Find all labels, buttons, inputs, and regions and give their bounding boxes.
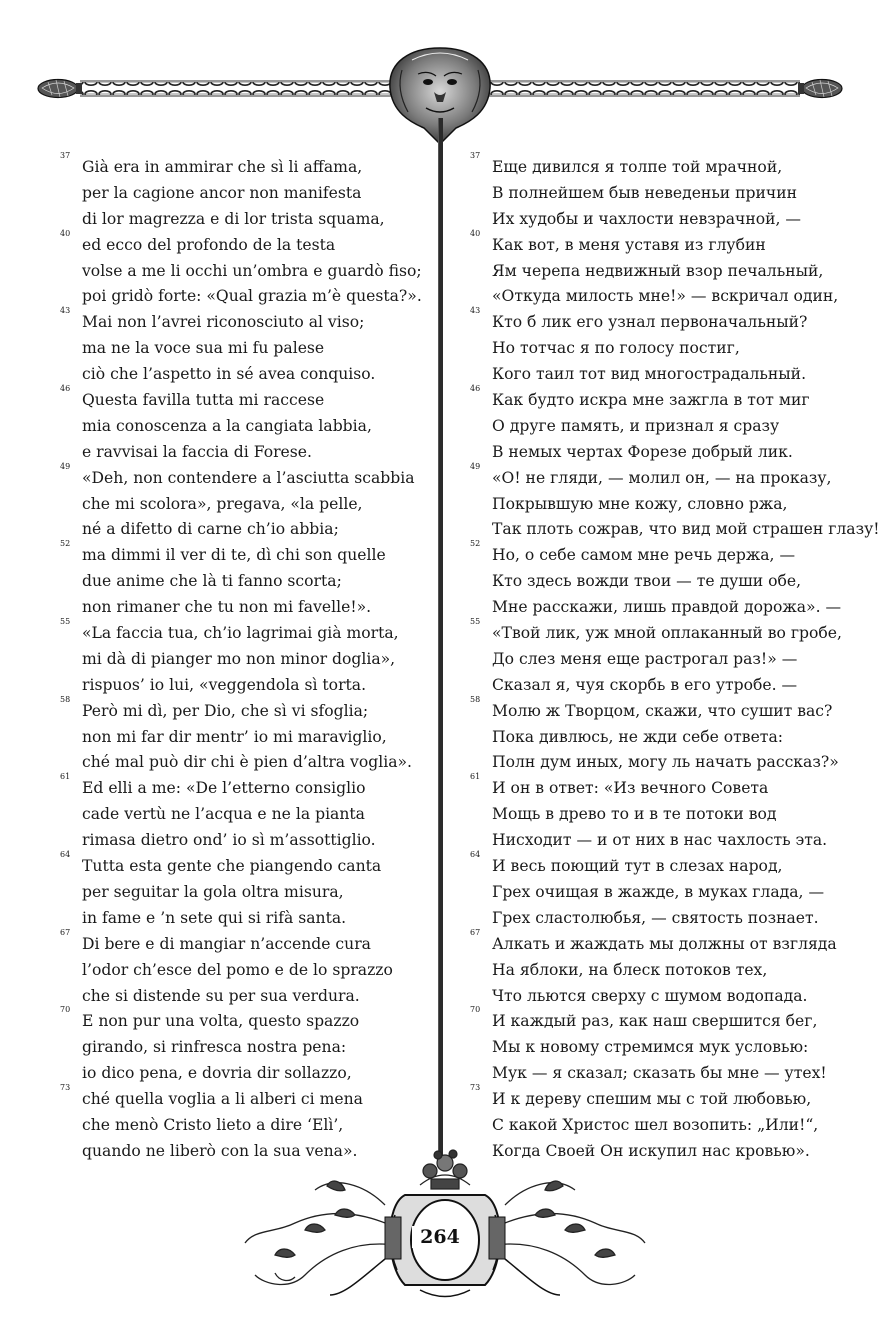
russian-verse-text: Молю ж Творцом, скажи, что сушит вас? [492,701,833,720]
russian-verse-text: Как вот, в меня уставя из глубин [492,235,766,254]
russian-verse-line [470,492,870,518]
italian-verse-text: l’odor ch’esce del pomo e de lo sprazzo [82,960,393,979]
russian-verse-text: Полн дум иных, могу ль начать рассказ?» [492,753,839,772]
russian-verse-line [470,1083,870,1113]
italian-tercet [60,228,430,311]
italian-verse-text: Questa favilla tutta mi raccese [82,391,325,410]
italian-verse-line [60,725,430,751]
italian-verse-text: Ed elli a me: «De l’etterno consiglio [82,779,366,798]
italian-verse-line [60,906,430,932]
italian-verse-text: girando, si rinfresca nostra pena: [82,1038,347,1057]
italian-verse-line [60,539,430,569]
italian-verse-line [60,207,430,233]
italian-verse-line [60,750,430,776]
italian-verse-text: ma ne la voce sua mi fu palese [82,339,325,358]
italian-line-number: 43 [60,306,71,316]
italian-verse-text: che menò Cristo lieto a dire ‘Elì’, [82,1115,344,1134]
russian-verse-text: Как будто искра мне зажгла в тот миг [492,391,810,410]
italian-tercet [60,927,430,1010]
russian-verse-line [470,880,870,906]
italian-verse-text: Già era in ammirar che sì li affama, [82,158,363,176]
russian-verse-text: В полнейшем быв неведеньи причин [492,183,798,202]
russian-verse-line [470,384,870,414]
italian-verse-text: rimasa dietro ond’ io sì m’assottiglio. [82,831,376,850]
italian-verse-line [60,927,430,958]
italian-verse-text: rispuos’ io lui, «veggendola sì torta. [82,675,367,694]
russian-tercet [470,850,870,932]
page-number: 264 [412,1226,468,1248]
chain-bar-right [475,82,800,95]
russian-verse-line [470,750,870,776]
italian-verse-line [60,617,430,647]
italian-verse-text: mia conoscenza a la cangiata labbia, [82,416,372,435]
russian-verse-line [470,673,870,699]
italian-verse-line [60,647,430,673]
russian-verse-line [470,647,870,673]
russian-verse-text: «Твой лик, уж мной оплаканный во гробе, [492,624,842,643]
russian-verse-text: Кто б лик его узнал первоначальный? [492,313,808,332]
italian-verse-line [60,802,430,828]
italian-verse-text: in fame e ’n sete qui si rifà santa. [82,908,347,927]
right-finial-icon [798,80,842,98]
russian-verse-text: Когда Своей Он искупил нас кровью». [492,1141,810,1160]
russian-tercet [470,384,870,466]
italian-verse-line [60,440,430,466]
russian-verse-line [470,772,870,802]
russian-line-number: 43 [470,306,481,316]
russian-verse-text: И каждый раз, как наш свершится бег, [492,1012,818,1031]
russian-verse-text: Грех сластолюбья, — святость познает. [492,908,819,927]
russian-verse-text: Но тотчас я по голосу постиг, [492,339,740,358]
russian-verse-text: Что льются сверху с шумом водопада. [492,986,808,1005]
russian-tercet [470,772,870,854]
italian-verse-line [60,828,430,854]
italian-tercet [60,1005,430,1087]
italian-verse-text: mi dà di pianger mo non minor doglia», [82,649,396,668]
italian-verse-text: «Deh, non contendere a l’asciutta scabbia [82,468,415,487]
italian-verse-line [60,228,430,259]
russian-verse-line [470,228,870,259]
italian-verse-text: non mi far dir mentr’ io mi maraviglio, [82,727,387,746]
russian-line-number: 73 [470,1083,481,1093]
russian-verse-text: Мы к новому стремимся мук условью: [492,1038,809,1057]
russian-verse-text: И весь поющий тут в слезах народ, [492,857,783,876]
italian-verse-text: Però mi dì, per Dio, che sì vi sfoglia; [82,701,369,720]
russian-verse-text: Кого таил тот вид многострадальный. [492,365,807,384]
bottom-cartouche-ornament [235,1145,655,1305]
chain-bar-left [80,82,405,95]
russian-verse-line [470,284,870,310]
italian-verse-line [60,362,430,388]
russian-verse-line [470,725,870,751]
russian-verse-text: Но, о себе самом мне речь держа, — [492,546,796,565]
italian-verse-line [60,181,430,207]
italian-verse-text: quando ne liberò con la sua vena». [82,1141,358,1160]
italian-verse-line [60,595,430,621]
italian-verse-text: ma dimmi il ver di te, dì chi son quelle [82,546,386,565]
italian-verse-line [60,461,430,492]
italian-verse-text: ché quella voglia a li alberi ci mena [82,1090,363,1109]
russian-tercet [470,306,870,388]
italian-line-number: 37 [60,151,71,160]
italian-verse-text: ed ecco del profondo de la testa [82,235,336,254]
russian-verse-text: До слез меня еще растрогал раз!» — [492,649,798,668]
italian-line-number: 55 [60,617,71,627]
russian-verse-text: Кто здесь вожди твои — те души обе, [492,572,802,591]
russian-tercet [470,539,870,621]
russian-verse-line [470,958,870,984]
italian-line-number: 52 [60,539,71,549]
russian-verse-text: Покрывшую мне кожу, словно ржа, [492,494,788,513]
russian-line-number: 67 [470,927,481,937]
russian-tercet [470,694,870,777]
russian-line-number: 46 [470,384,481,394]
italian-verse-line [60,517,430,543]
italian-verse-line [60,259,430,285]
italian-verse-line [60,306,430,336]
russian-line-number: 40 [470,228,481,238]
italian-verse-text: poi gridò forte: «Qual grazia m’è questa?». [82,287,422,306]
russian-verse-line [470,1005,870,1035]
italian-verse-line [60,1061,430,1087]
russian-verse-line [470,617,870,647]
italian-verse-line [60,284,430,310]
russian-verse-text: О друге память, и признал я сразу [492,416,780,435]
russian-verse-line [470,181,870,207]
italian-verse-text: cade vertù ne l’acqua e ne la pianta [82,805,365,824]
russian-tercet [470,617,870,699]
russian-line-number: 58 [470,694,481,704]
russian-line-number: 55 [470,617,481,627]
italian-verse-line [60,958,430,984]
italian-tercet [60,694,430,777]
italian-verse-text: ciò che l’aspetto in sé avea conquiso. [82,365,376,384]
russian-verse-text: «О! не гляди, — молил он, — на проказу, [492,468,832,487]
italian-line-number: 61 [60,772,71,782]
russian-verse-line [470,306,870,336]
russian-verse-line [470,595,870,621]
italian-verse-text: volse a me li occhi un’ombra e guardò fiso; [82,261,422,280]
russian-verse-line [470,1035,870,1061]
italian-line-number: 67 [60,927,71,937]
italian-line-number: 70 [60,1005,71,1015]
russian-verse-text: Сказал я, чуя скорбь в его утробе. — [492,675,798,694]
italian-verse-text: io dico pena, e dovria dir sollazzo, [82,1064,352,1083]
flower-basket-icon [420,1150,470,1189]
russian-line-number: 61 [470,772,481,782]
italian-tercet [60,461,430,544]
russian-line-number: 64 [470,850,481,860]
russian-verse-text: С какой Христос шел возопить: „Или!“, [492,1115,819,1134]
russian-verse-line [470,539,870,569]
russian-verse-line [470,207,870,233]
russian-verse-text: Мук — я сказал; сказать бы мне — утех! [492,1064,827,1083]
italian-verse-text: non rimaner che tu non mi favelle!». [82,598,372,617]
italian-verse-text: E non pur una volta, questo spazzo [82,1012,360,1031]
russian-tercet [470,228,870,311]
italian-tercet [60,539,430,621]
italian-verse-line [60,569,430,595]
italian-verse-line [60,336,430,362]
russian-verse-line [470,151,870,181]
russian-tercet [470,461,880,544]
russian-verse-line [470,517,880,543]
italian-verse-line [60,492,430,518]
italian-verse-text: Tutta esta gente che piangendo canta [82,857,382,876]
russian-verse-line [470,927,870,958]
italian-line-number: 73 [60,1083,71,1093]
russian-verse-line [470,850,870,880]
russian-verse-text: Пока дивлюсь, не жди себе ответа: [492,727,783,746]
italian-verse-text: Di bere e di mangiar n’accende cura [82,934,371,953]
russian-tercet [470,151,870,233]
italian-tercet [60,306,430,388]
italian-verse-line [60,1113,430,1139]
russian-verse-line [470,984,870,1010]
russian-verse-line [470,259,870,285]
russian-verse-line [470,414,870,440]
italian-tercet [60,151,430,233]
russian-verse-text: Их худобы и чахлости невзрачной, — [492,209,801,228]
russian-verse-text: Грех очищая в жажде, в муках глада, — [492,882,825,901]
italian-verse-text: Mai non l’avrei riconosciuto al viso; [82,313,365,332]
italian-verse-text: per seguitar la gola oltra misura, [82,882,344,901]
russian-verse-text: Мне расскажи, лишь правдой дорожа». — [492,598,842,617]
italian-line-number: 46 [60,384,71,394]
italian-verse-line [60,1083,430,1113]
russian-tercet [470,927,870,1010]
italian-verse-line [60,414,430,440]
italian-line-number: 49 [60,461,71,471]
italian-column [60,151,430,1165]
italian-line-number: 64 [60,850,71,860]
russian-line-number: 70 [470,1005,481,1015]
italian-verse-text: e ravvisai la faccia di Forese. [82,442,312,461]
italian-verse-line [60,984,430,1010]
russian-verse-line [470,1061,870,1087]
italian-verse-text: che si distende su per sua verdura. [82,986,360,1005]
italian-tercet [60,617,430,699]
italian-verse-text: né a difetto di carne ch’io abbia; [82,520,339,539]
left-finial-icon [38,80,82,98]
russian-verse-line [470,440,870,466]
italian-verse-text: ché mal può dir chi è pien d’altra voglia». [82,753,412,772]
italian-verse-text: per la cagione ancor non manifesta [82,183,362,202]
italian-line-number: 40 [60,228,71,238]
russian-line-number: 52 [470,539,481,549]
russian-verse-text: Алкать и жаждать мы должны от взгляда [492,934,837,953]
italian-verse-line [60,1035,430,1061]
russian-verse-text: Ям черепа недвижный взор печальный, [492,261,824,280]
russian-tercet [470,1005,870,1087]
italian-verse-line [60,384,430,414]
russian-verse-text: Еще дивился я толпе той мрачной, [492,158,783,176]
italian-tercet [60,850,430,932]
italian-verse-text: di lor magrezza e di lor trista squama, [82,209,385,228]
italian-tercet [60,384,430,466]
russian-verse-text: И он в ответ: «Из вечного Совета [492,779,769,798]
russian-line-number: 37 [470,151,481,160]
russian-verse-text: В немых чертах Форезе добрый лик. [492,442,793,461]
russian-verse-text: «Откуда милость мне!» — вскричал один, [492,287,839,306]
italian-verse-line [60,772,430,802]
italian-verse-text: due anime che là ti fanno scorta; [82,572,342,591]
russian-verse-line [470,694,870,725]
russian-verse-text: Нисходит — и от них в нас чахлость эта. [492,831,828,850]
italian-tercet [60,772,430,854]
italian-verse-line [60,880,430,906]
italian-verse-text: «La faccia tua, ch’io lagrimai già morta, [82,624,399,643]
russian-verse-line [470,336,870,362]
italian-verse-line [60,850,430,880]
russian-verse-line [470,362,870,388]
russian-verse-line [470,569,870,595]
italian-verse-line [60,151,430,181]
russian-verse-line [470,461,870,492]
italian-verse-line [60,694,430,725]
italian-verse-line [60,673,430,699]
column-divider [438,118,443,1168]
russian-column [470,151,880,1165]
italian-verse-line [60,1005,430,1035]
russian-verse-text: На яблоки, на блеск потоков тех, [492,960,768,979]
italian-verse-text: che mi scolora», pregava, «la pelle, [82,494,363,513]
russian-verse-text: И к дереву спешим мы с той любовью, [492,1090,812,1109]
italian-line-number: 58 [60,694,71,704]
russian-verse-text: Так плоть сожрав, что вид мой страшен глазу! [492,520,880,539]
russian-verse-line [470,1113,870,1139]
russian-verse-line [470,828,870,854]
russian-verse-text: Мощь в древо то и в те потоки вод [492,805,777,824]
russian-line-number: 49 [470,461,481,471]
russian-verse-line [470,906,870,932]
russian-verse-line [470,802,870,828]
